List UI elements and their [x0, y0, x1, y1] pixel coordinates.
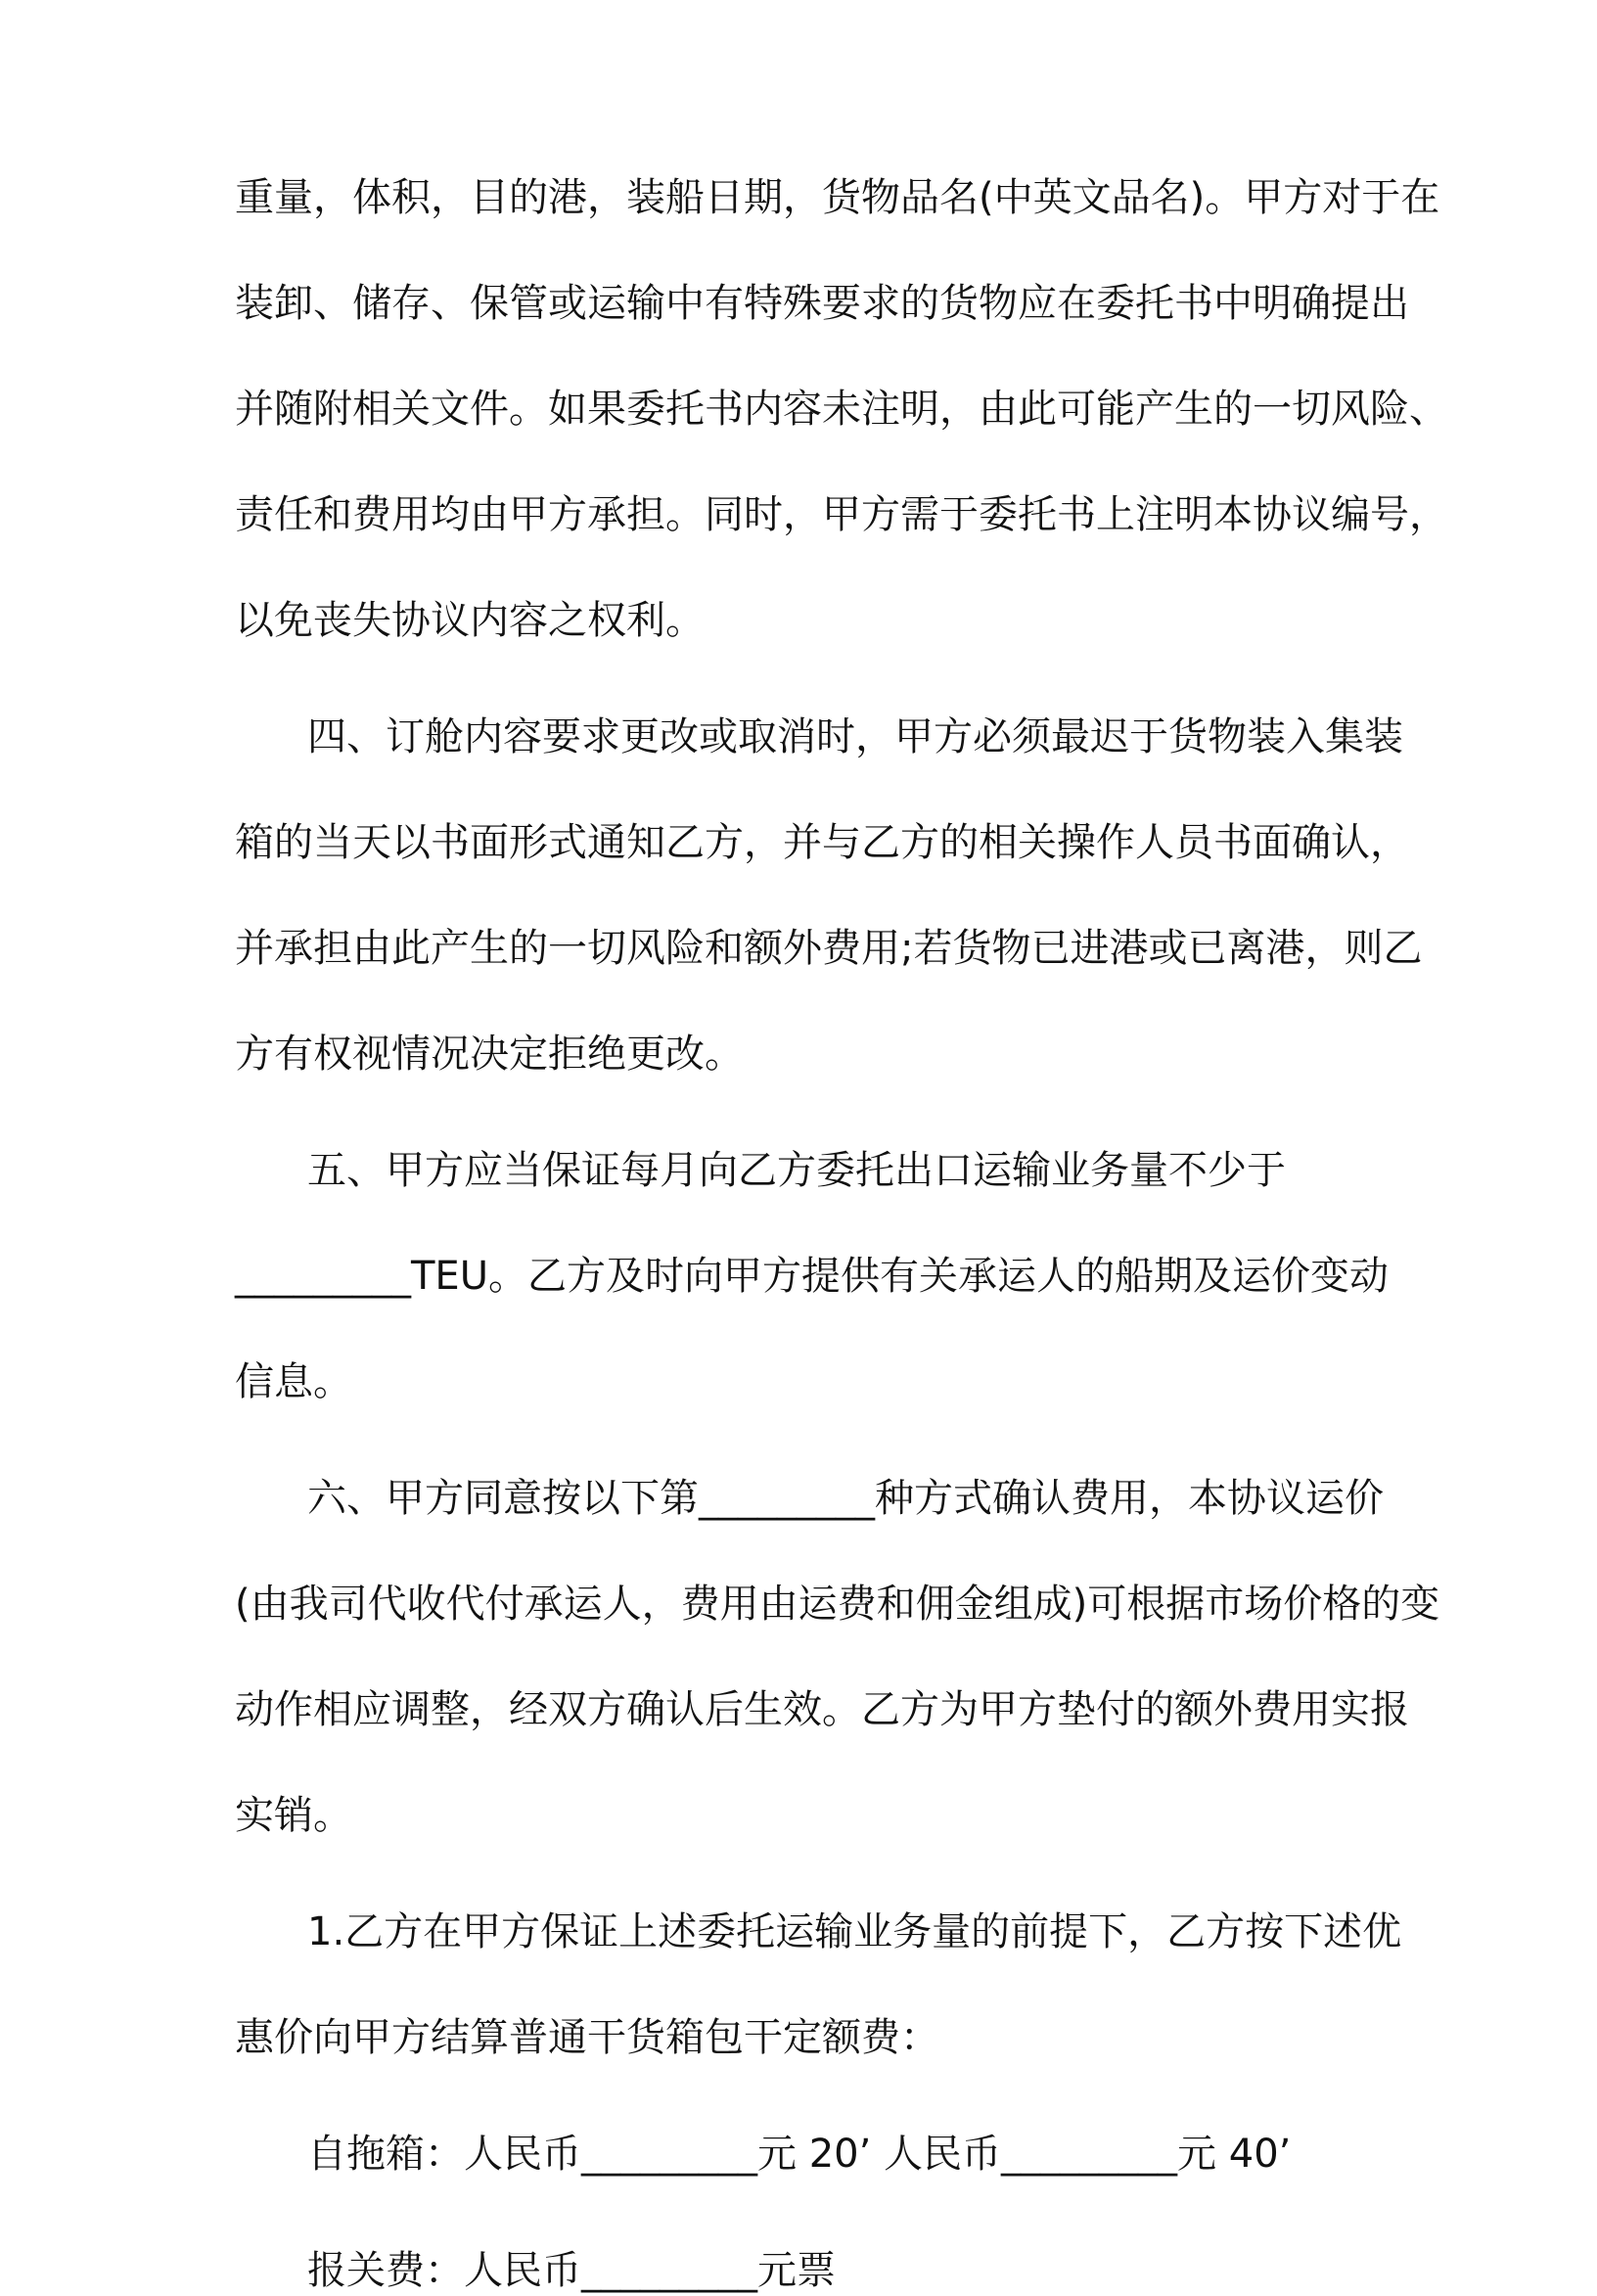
text-line: 实销。	[235, 1793, 352, 1838]
text-line: 六、甲方同意按以下第_________种方式确认费用，本协议运价	[307, 1476, 1384, 1521]
text-line: 箱的当天以书面形式通知乙方，并与乙方的相关操作人员书面确认，	[235, 820, 1409, 865]
fee-line-customs: 报关费：人民币_________元票	[307, 2248, 836, 2293]
text-line: 1.乙方在甲方保证上述委托运输业务量的前提下，乙方按下述优	[307, 1909, 1402, 1954]
text-line: 惠价向甲方结算普通干货箱包干定额费：	[235, 2015, 939, 2060]
text-line: 装卸、储存、保管或运输中有特殊要求的货物应在委托书中明确提出	[235, 281, 1409, 326]
fee-line-self-towing: 自拖箱：人民币_________元 20’ 人民币_________元 40’	[307, 2132, 1292, 2177]
text-line: 五、甲方应当保证每月向乙方委托出口运输业务量不少于	[307, 1148, 1286, 1193]
document-page	[235, 172, 1448, 2296]
paragraph-3-continued	[235, 172, 1448, 646]
text-line: 并承担由此产生的一切风险和额外费用;若货物已进港或已离港，则乙	[235, 926, 1423, 971]
text-line: _________TEU。乙方及时向甲方提供有关承运人的船期及运价变动	[235, 1254, 1389, 1299]
text-line: 并随附相关文件。如果委托书内容未注明，由此可能产生的一切风险、	[235, 387, 1448, 432]
text-line: (由我司代收代付承运人，费用由运费和佣金组成)可根据市场价格的变	[235, 1582, 1440, 1627]
text-line: 重量，体积，目的港，装船日期，货物品名(中英文品名)。甲方对于在	[235, 175, 1440, 220]
text-line: 方有权视情况决定拒绝更改。	[235, 1032, 744, 1077]
clause-1	[235, 1906, 1402, 2063]
text-line: 动作相应调整，经双方确认后生效。乙方为甲方垫付的额外费用实报	[235, 1687, 1409, 1732]
paragraph-5	[235, 1145, 1389, 1407]
text-line: 信息。	[235, 1359, 352, 1404]
paragraph-6	[235, 1473, 1440, 1841]
text-line: 责任和费用均由甲方承担。同时，甲方需于委托书上注明本协议编号，	[235, 492, 1448, 537]
paragraph-4	[235, 712, 1423, 1079]
text-line: 四、订舱内容要求更改或取消时，甲方必须最迟于货物装入集装	[307, 714, 1403, 759]
text-line: 以免丧失协议内容之权利。	[235, 598, 705, 643]
